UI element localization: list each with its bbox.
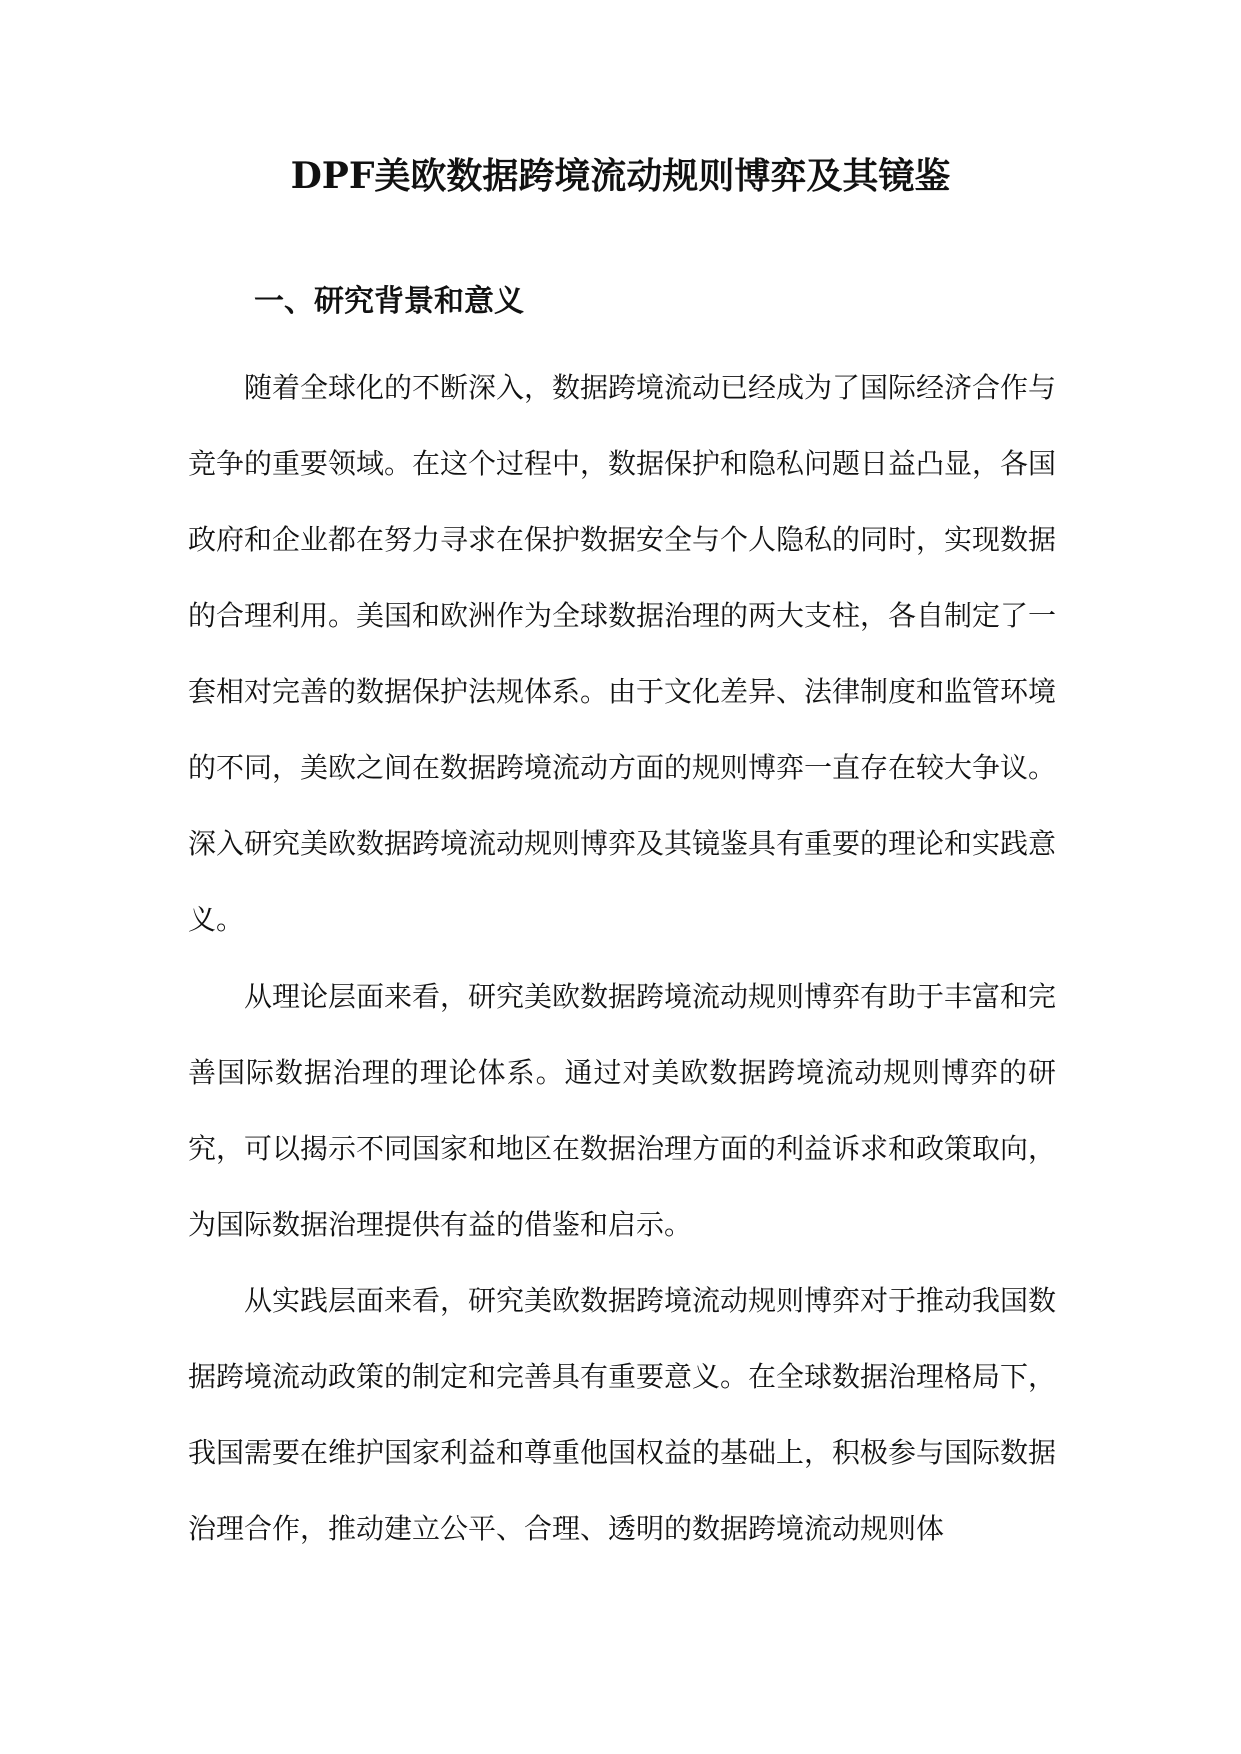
body-paragraph-1: 随着全球化的不断深入，数据跨境流动已经成为了国际经济合作与竞争的重要领域。在这个过程中，数据保护和隐私问题日益凸显，各国政府和企业都在努力寻求在保护数据安全与个人隐私的同时，实现数据的合理利用。美国和欧洲作为全球数据治理的两大支柱，各自制定了一套相对完善的数据保护法规体系。由于文化差异、法律制度和监管环境的不同，美欧之间在数据跨境流动方面的规则博弈一直存在较大争议。深入研究美欧数据跨境流动规则博弈及其镜鉴具有重要的理论和实践意义。 [188, 371, 1057, 936]
section-heading: 一、研究背景和意义 [254, 284, 524, 319]
body-paragraph-3: 从实践层面来看，研究美欧数据跨境流动规则博弈对于推动我国数据跨境流动政策的制定和完善具有重要意义。在全球数据治理格局下，我国需要在维护国家利益和尊重他国权益的基础上，积极参与国际数据治理合作，推动建立公平、合理、透明的数据跨境流动规则体 [188, 1284, 1057, 1545]
body-paragraph-2: 从理论层面来看，研究美欧数据跨境流动规则博弈有助于丰富和完善国际数据治理的理论体系。通过对美欧数据跨境流动规则博弈的研究，可以揭示不同国家和地区在数据治理方面的利益诉求和政策取向，为国际数据治理提供有益的借鉴和启示。 [188, 980, 1057, 1241]
document-title: DPF美欧数据跨境流动规则博弈及其镜鉴 [290, 155, 951, 197]
